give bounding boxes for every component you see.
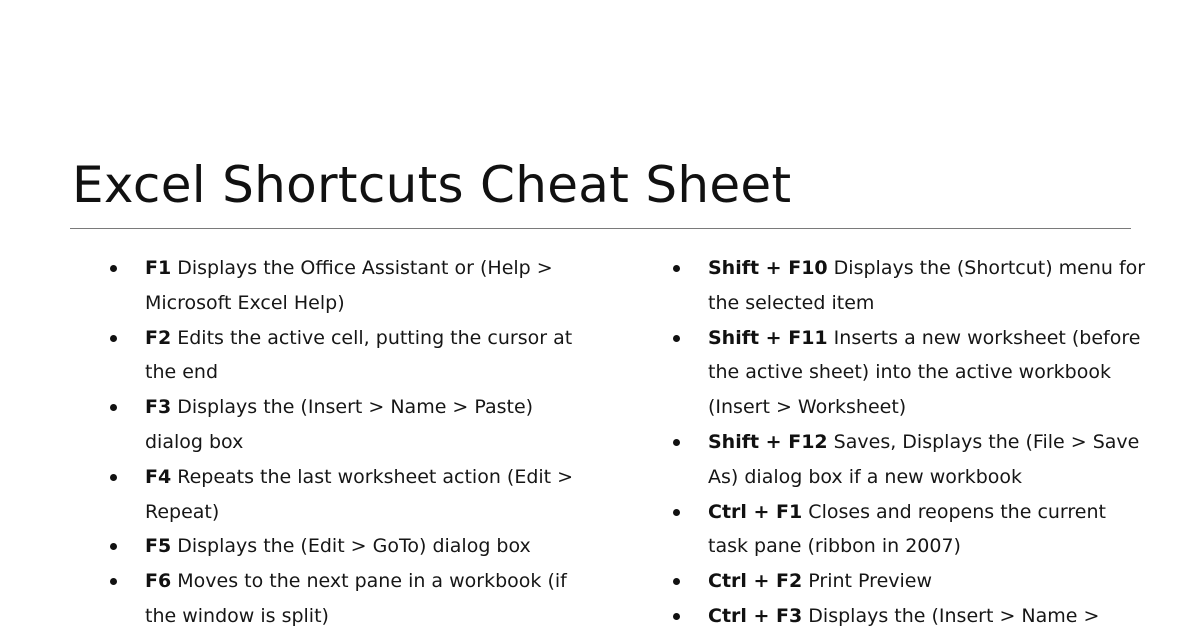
list-item — [105, 564, 575, 634]
shortcut-description: (Insert > Worksheet) — [708, 396, 907, 419]
shortcut-key: Shift + F10 — [708, 257, 828, 279]
shortcut-line — [145, 460, 575, 495]
shortcut-description: Displays the (Edit > GoTo) dialog box — [171, 535, 531, 558]
shortcut-line — [708, 599, 1143, 634]
shortcut-description: Inserts a new worksheet (before — [827, 326, 1141, 349]
shortcut-line — [708, 251, 1146, 286]
shortcut-description: Repeat) — [145, 500, 220, 523]
shortcut-description: Saves, Displays the (File > Save — [827, 430, 1140, 453]
list-item — [105, 390, 575, 460]
list-item — [668, 495, 1143, 565]
bullet-icon — [673, 509, 680, 516]
shortcut-key: Ctrl + F1 — [708, 500, 803, 523]
bullet-icon — [110, 265, 117, 272]
shortcut-description: the window is split) — [145, 604, 329, 627]
bullet-icon — [673, 578, 680, 585]
shortcut-key: F4 — [145, 465, 172, 488]
bullet-icon — [673, 335, 680, 342]
shortcut-list-right — [668, 251, 1146, 634]
title-divider — [70, 228, 1131, 229]
shortcut-description: As) dialog box if a new workbook — [708, 465, 1023, 488]
shortcut-line — [708, 564, 1143, 599]
shortcut-description: the active sheet) into the active workbook — [708, 361, 1111, 384]
shortcut-key: F2 — [145, 326, 172, 349]
shortcut-key: F6 — [145, 570, 172, 593]
shortcut-description: Closes and reopens the current — [802, 500, 1106, 523]
shortcut-key: F3 — [145, 396, 172, 419]
shortcut-description: Repeats the last worksheet action (Edit > — [171, 465, 574, 488]
shortcut-description: the selected item — [708, 291, 875, 314]
list-item — [105, 529, 575, 564]
shortcut-key: Shift + F11 — [708, 326, 828, 349]
shortcut-line — [145, 321, 575, 356]
shortcut-key: F5 — [145, 535, 172, 558]
bullet-icon — [673, 265, 680, 272]
list-item — [105, 251, 575, 321]
shortcut-description: Microsoft Excel Help) — [145, 291, 345, 314]
shortcut-line — [145, 529, 575, 564]
shortcut-description: Print Preview — [802, 570, 933, 593]
shortcut-description: task pane (ribbon in 2007) — [708, 535, 961, 558]
shortcut-list-left — [105, 251, 575, 634]
bullet-icon — [110, 543, 117, 550]
bullet-icon — [110, 404, 117, 411]
list-item — [668, 321, 1143, 425]
list-item — [668, 564, 1143, 599]
bullet-icon — [110, 335, 117, 342]
shortcut-description: dialog box — [145, 430, 244, 453]
list-item — [668, 599, 1143, 634]
bullet-icon — [110, 474, 117, 481]
list-item — [105, 460, 575, 530]
shortcut-line — [145, 251, 575, 286]
shortcut-description: Edits the active cell, putting the cursor at — [171, 326, 573, 349]
shortcut-line — [708, 425, 1143, 460]
shortcut-line — [708, 495, 1143, 530]
list-item — [105, 321, 575, 391]
shortcut-key: Ctrl + F3 — [708, 604, 803, 627]
list-item — [668, 425, 1143, 495]
shortcut-description: Displays the (Insert > Name > — [802, 604, 1100, 627]
shortcut-description: Displays the (Insert > Name > Paste) — [171, 396, 534, 419]
bullet-icon — [673, 613, 680, 620]
shortcut-key: F1 — [145, 257, 172, 279]
shortcut-key: Ctrl + F2 — [708, 570, 803, 593]
shortcut-description: Displays the (Shortcut) menu for — [827, 257, 1146, 279]
shortcut-line — [145, 564, 575, 599]
shortcut-description: Displays the Office Assistant or (Help > — [171, 257, 553, 279]
bullet-icon — [673, 439, 680, 446]
shortcut-description: the end — [145, 361, 219, 384]
page-title: Excel Shortcuts Cheat Sheet — [72, 156, 792, 214]
shortcut-description: Moves to the next pane in a workbook (if — [171, 570, 567, 593]
list-item — [668, 251, 1146, 321]
shortcut-key: Shift + F12 — [708, 430, 828, 453]
bullet-icon — [110, 578, 117, 585]
shortcut-line — [708, 321, 1143, 356]
shortcut-line — [145, 390, 575, 425]
